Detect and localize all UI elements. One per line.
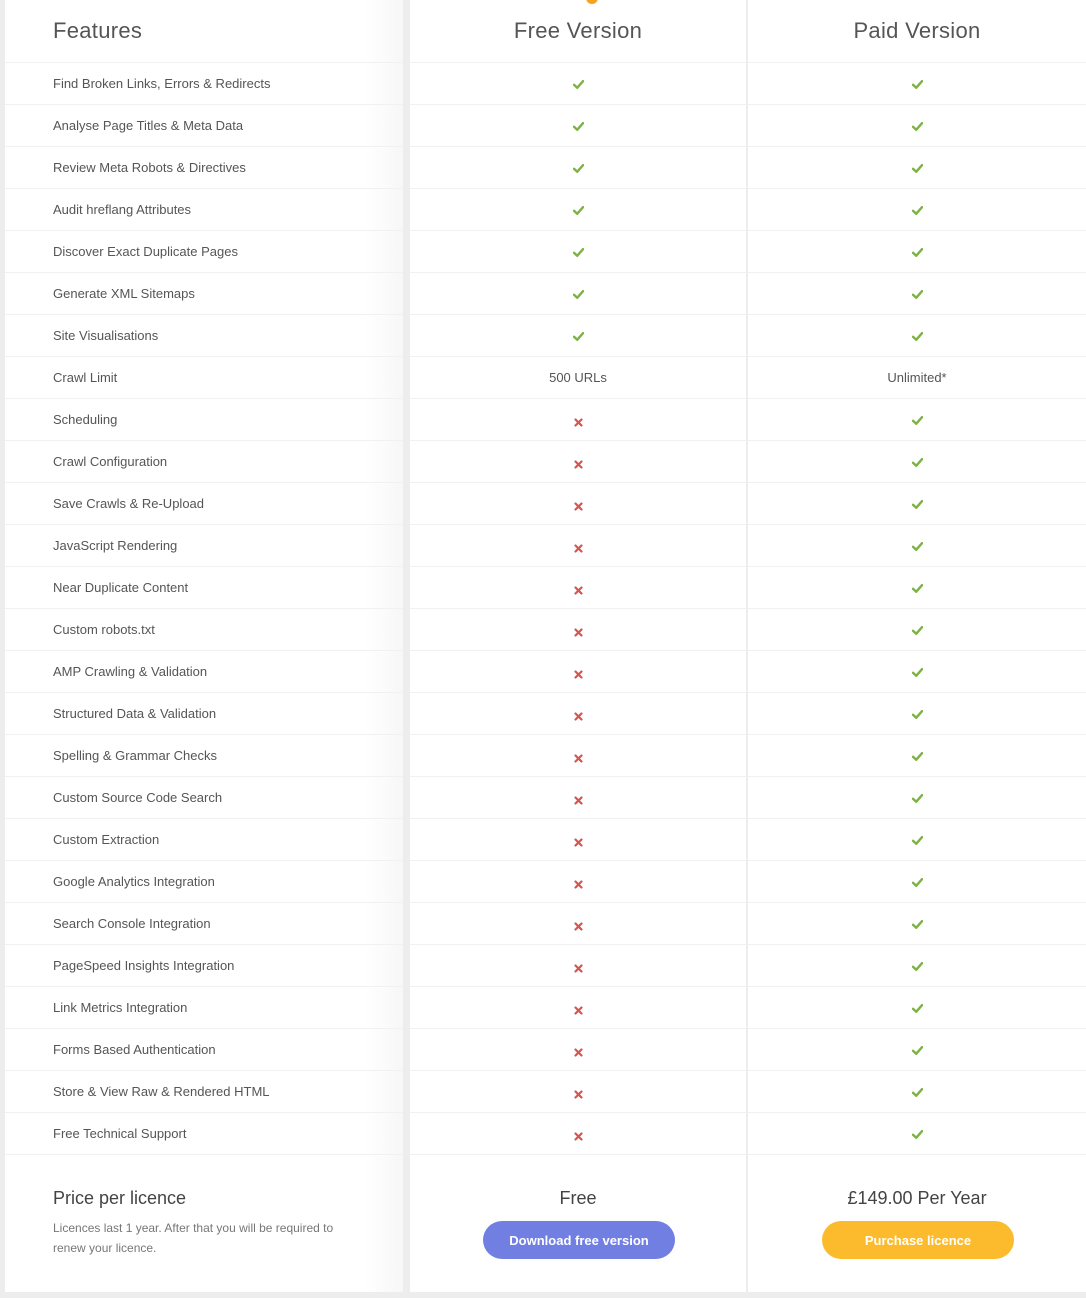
free-value-cell <box>410 692 746 734</box>
check-icon <box>912 1086 923 1097</box>
paid-value-cell <box>748 1028 1086 1070</box>
feature-row <box>5 608 403 650</box>
paid-value-cell <box>748 818 1086 860</box>
price-note: Licences last 1 year. After that you will be required to renew your licence. <box>53 1221 334 1255</box>
check-icon <box>912 204 923 215</box>
feature-row <box>5 776 403 818</box>
paid-value-cell <box>748 902 1086 944</box>
paid-value-cell <box>748 146 1086 188</box>
features-header: Features <box>53 18 143 43</box>
feature-label: Discover Exact Duplicate Pages <box>53 244 238 259</box>
price-label: Price per licence <box>53 1188 187 1208</box>
free-value-cell <box>410 398 746 440</box>
check-icon <box>912 78 923 89</box>
purchase-licence-button[interactable]: Purchase licence <box>822 1221 1014 1259</box>
cross-icon <box>574 625 583 634</box>
cross-icon <box>574 1129 583 1138</box>
free-value-cell <box>410 1028 746 1070</box>
check-icon <box>912 624 923 635</box>
check-icon <box>912 708 923 719</box>
feature-row <box>5 146 403 188</box>
feature-label: Site Visualisations <box>53 328 159 343</box>
paid-value-cell <box>748 650 1086 692</box>
paid-value-cell <box>748 356 1086 398</box>
check-icon <box>912 750 923 761</box>
feature-label: Review Meta Robots & Directives <box>53 160 246 175</box>
check-icon <box>912 666 923 677</box>
feature-label: Forms Based Authentication <box>53 1042 216 1057</box>
feature-label: Save Crawls & Re-Upload <box>53 496 205 511</box>
free-value-cell <box>410 776 746 818</box>
feature-label: AMP Crawling & Validation <box>53 664 208 679</box>
feature-label: Custom Source Code Search <box>53 790 223 805</box>
feature-row <box>5 230 403 272</box>
paid-value-cell <box>748 482 1086 524</box>
free-value-cell <box>410 734 746 776</box>
check-icon <box>912 330 923 341</box>
cross-icon <box>574 457 583 466</box>
paid-value-cell <box>748 566 1086 608</box>
free-value-cell <box>410 860 746 902</box>
cross-icon <box>574 1045 583 1054</box>
check-icon <box>912 540 923 551</box>
free-value-cell <box>410 230 746 272</box>
feature-row <box>5 272 403 314</box>
feature-row <box>5 818 403 860</box>
feature-label: Custom robots.txt <box>53 622 155 637</box>
feature-row <box>5 398 403 440</box>
cross-icon <box>574 709 583 718</box>
free-value-cell <box>410 566 746 608</box>
paid-value-cell <box>748 734 1086 776</box>
feature-row <box>5 566 403 608</box>
features-rows <box>5 62 403 1155</box>
check-icon <box>912 246 923 257</box>
limit-value: 500 URLs <box>549 370 607 385</box>
free-version-header: Free Version <box>513 18 643 43</box>
check-icon <box>912 834 923 845</box>
feature-label: JavaScript Rendering <box>53 538 178 553</box>
feature-row <box>5 62 403 104</box>
free-price: Free <box>559 1188 597 1208</box>
feature-label: Crawl Limit <box>53 370 118 385</box>
cross-icon <box>574 751 583 760</box>
free-value-cell <box>410 1112 746 1155</box>
paid-value-cell <box>748 1112 1086 1155</box>
check-icon <box>912 456 923 467</box>
feature-label: PageSpeed Insights Integration <box>53 958 235 973</box>
feature-label: Free Technical Support <box>53 1126 187 1141</box>
paid-value-cell <box>748 188 1086 230</box>
feature-row <box>5 524 403 566</box>
check-icon <box>912 120 923 131</box>
feature-label: Custom Extraction <box>53 832 160 847</box>
feature-label: Link Metrics Integration <box>53 1000 188 1015</box>
free-version-rows <box>410 62 746 1155</box>
feature-label: Google Analytics Integration <box>53 874 215 889</box>
free-value-cell <box>410 902 746 944</box>
feature-label: Audit hreflang Attributes <box>53 202 192 217</box>
paid-value-cell <box>748 1070 1086 1112</box>
feature-row <box>5 440 403 482</box>
paid-value-cell <box>748 776 1086 818</box>
cross-icon <box>574 961 583 970</box>
check-icon <box>912 414 923 425</box>
cross-icon <box>574 1003 583 1012</box>
check-icon <box>912 876 923 887</box>
cross-icon <box>574 415 583 424</box>
cross-icon <box>574 1087 583 1096</box>
free-value-cell <box>410 1070 746 1112</box>
feature-row <box>5 944 403 986</box>
free-value-cell <box>410 440 746 482</box>
paid-version-header: Paid Version <box>853 18 981 43</box>
feature-row <box>5 860 403 902</box>
check-icon <box>912 498 923 509</box>
check-icon <box>912 1128 923 1139</box>
paid-value-cell <box>748 62 1086 104</box>
cross-icon <box>574 793 583 802</box>
paid-value-cell <box>748 440 1086 482</box>
free-value-cell <box>410 146 746 188</box>
feature-label: Structured Data & Validation <box>53 706 217 721</box>
feature-row <box>5 1070 403 1112</box>
paid-value-cell <box>748 314 1086 356</box>
free-value-cell <box>410 482 746 524</box>
features-column <box>5 0 403 1292</box>
check-icon <box>912 792 923 803</box>
check-icon <box>573 120 584 131</box>
free-value-cell <box>410 818 746 860</box>
free-value-cell <box>410 272 746 314</box>
feature-label: Spelling & Grammar Checks <box>53 748 217 763</box>
cross-icon <box>574 583 583 592</box>
feature-row <box>5 482 403 524</box>
paid-value-cell <box>748 272 1086 314</box>
check-icon <box>912 162 923 173</box>
paid-value-cell <box>748 986 1086 1028</box>
paid-value-cell <box>748 230 1086 272</box>
free-value-cell <box>410 314 746 356</box>
feature-label: Generate XML Sitemaps <box>53 286 195 301</box>
cross-icon <box>574 835 583 844</box>
check-icon <box>912 288 923 299</box>
feature-label: Crawl Configuration <box>53 454 168 469</box>
check-icon <box>573 78 584 89</box>
feature-label: Near Duplicate Content <box>53 580 189 595</box>
feature-row <box>5 650 403 692</box>
feature-label: Find Broken Links, Errors & Redirects <box>53 76 271 91</box>
feature-label: Analyse Page Titles & Meta Data <box>53 118 244 133</box>
cross-icon <box>574 919 583 928</box>
paid-value-cell <box>748 944 1086 986</box>
paid-value-cell <box>748 692 1086 734</box>
paid-value-cell <box>748 608 1086 650</box>
paid-value-cell <box>748 524 1086 566</box>
feature-row <box>5 692 403 734</box>
feature-row <box>5 986 403 1028</box>
cross-icon <box>574 877 583 886</box>
download-free-version-button[interactable]: Download free version <box>483 1221 675 1259</box>
feature-row <box>5 188 403 230</box>
feature-row <box>5 104 403 146</box>
free-value-cell <box>410 188 746 230</box>
feature-label: Scheduling <box>53 412 118 427</box>
free-value-cell <box>410 608 746 650</box>
free-value-cell <box>410 356 746 398</box>
check-icon <box>912 1044 923 1055</box>
feature-row <box>5 314 403 356</box>
feature-row <box>5 1028 403 1070</box>
check-icon <box>573 246 584 257</box>
free-value-cell <box>410 62 746 104</box>
paid-value-cell <box>748 860 1086 902</box>
check-icon <box>912 1002 923 1013</box>
paid-value-cell <box>748 398 1086 440</box>
cross-icon <box>574 499 583 508</box>
free-value-cell <box>410 104 746 146</box>
check-icon <box>573 330 584 341</box>
check-icon <box>912 918 923 929</box>
feature-label: Search Console Integration <box>53 916 211 931</box>
paid-value-cell <box>748 104 1086 146</box>
paid-version-column <box>748 0 1086 1292</box>
check-icon <box>573 204 584 215</box>
cross-icon <box>574 667 583 676</box>
feature-row <box>5 734 403 776</box>
feature-row <box>5 1112 403 1155</box>
check-icon <box>573 288 584 299</box>
check-icon <box>912 960 923 971</box>
check-icon <box>912 582 923 593</box>
free-value-cell <box>410 524 746 566</box>
feature-row <box>5 356 403 398</box>
check-icon <box>573 162 584 173</box>
feature-row <box>5 902 403 944</box>
free-value-cell <box>410 944 746 986</box>
limit-value: Unlimited* <box>887 370 947 385</box>
free-value-cell <box>410 650 746 692</box>
feature-label: Store & View Raw & Rendered HTML <box>53 1084 270 1099</box>
paid-version-rows <box>748 62 1086 1155</box>
free-value-cell <box>410 986 746 1028</box>
cross-icon <box>574 541 583 550</box>
free-version-column <box>410 0 746 1292</box>
paid-price: £149.00 Per Year <box>847 1188 987 1208</box>
